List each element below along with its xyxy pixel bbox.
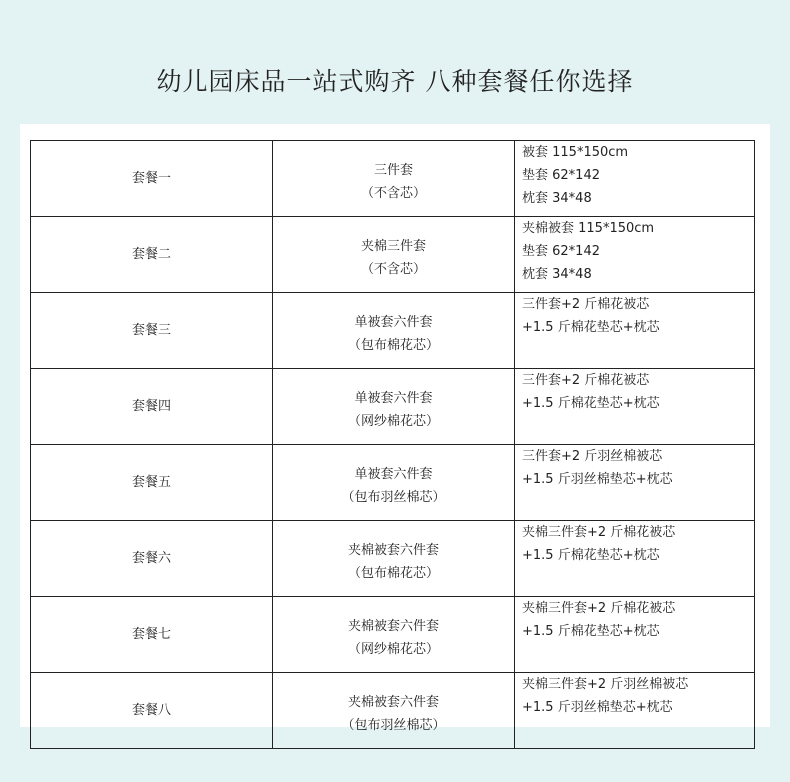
package-set-note: （包布羽丝棉芯） bbox=[341, 489, 446, 505]
package-set bbox=[273, 597, 515, 673]
package-set-title: 夹棉三件套 bbox=[360, 238, 426, 254]
package-set bbox=[273, 673, 515, 749]
package-set bbox=[273, 217, 515, 293]
package-row bbox=[31, 217, 755, 293]
package-detail-line: +1.5 斤棉花垫芯+枕芯 bbox=[522, 624, 660, 639]
package-set bbox=[273, 141, 515, 217]
package-name: 套餐五 bbox=[31, 445, 273, 521]
package-detail-line: +1.5 斤羽丝棉垫芯+枕芯 bbox=[522, 700, 673, 715]
package-set-title: 单被套六件套 bbox=[354, 314, 433, 330]
package-name: 套餐七 bbox=[31, 597, 273, 673]
package-name: 套餐六 bbox=[31, 521, 273, 597]
package-row bbox=[31, 597, 755, 673]
package-details bbox=[515, 141, 755, 217]
package-detail-line: 夹棉三件套+2 斤棉花被芯 bbox=[522, 525, 676, 540]
package-row bbox=[31, 369, 755, 445]
package-row bbox=[31, 293, 755, 369]
package-set-title: 夹棉被套六件套 bbox=[347, 694, 439, 710]
package-row bbox=[31, 141, 755, 217]
package-detail-line: 被套 115*150cm bbox=[522, 145, 629, 160]
package-set-note: （不含芯） bbox=[360, 261, 426, 277]
package-set-note: （网纱棉花芯） bbox=[347, 413, 439, 429]
package-set bbox=[273, 369, 515, 445]
package-details bbox=[515, 217, 755, 293]
package-name: 套餐四 bbox=[31, 369, 273, 445]
package-set-note: （包布羽丝棉芯） bbox=[341, 717, 446, 733]
package-set-note: （不含芯） bbox=[360, 185, 426, 201]
package-detail-line: 三件套+2 斤棉花被芯 bbox=[522, 373, 650, 388]
package-detail-line: 垫套 62*142 bbox=[522, 244, 600, 259]
package-table bbox=[30, 140, 755, 749]
package-table-body bbox=[31, 141, 755, 749]
package-detail-line: 夹棉三件套+2 斤羽丝棉被芯 bbox=[522, 677, 689, 692]
package-details bbox=[515, 445, 755, 521]
package-detail-line: +1.5 斤羽丝棉垫芯+枕芯 bbox=[522, 472, 673, 487]
package-details bbox=[515, 521, 755, 597]
package-detail-line: 枕套 34*48 bbox=[522, 267, 592, 282]
package-name: 套餐一 bbox=[31, 141, 273, 217]
package-detail-line: +1.5 斤棉花垫芯+枕芯 bbox=[522, 320, 660, 335]
package-set bbox=[273, 521, 515, 597]
package-detail-line: 夹棉被套 115*150cm bbox=[522, 221, 655, 236]
package-set-title: 单被套六件套 bbox=[354, 390, 433, 406]
package-set-title: 夹棉被套六件套 bbox=[347, 618, 439, 634]
package-set bbox=[273, 293, 515, 369]
package-set-title: 单被套六件套 bbox=[354, 466, 433, 482]
package-details bbox=[515, 597, 755, 673]
package-detail-line: 三件套+2 斤羽丝棉被芯 bbox=[522, 449, 663, 464]
package-detail-line: 三件套+2 斤棉花被芯 bbox=[522, 297, 650, 312]
package-set-note: （包布棉花芯） bbox=[347, 565, 439, 581]
package-set-title: 夹棉被套六件套 bbox=[347, 542, 439, 558]
package-row bbox=[31, 521, 755, 597]
package-set bbox=[273, 445, 515, 521]
package-detail-line: 枕套 34*48 bbox=[522, 191, 592, 206]
package-set-title: 三件套 bbox=[373, 162, 413, 178]
package-row bbox=[31, 673, 755, 749]
package-panel bbox=[20, 124, 770, 733]
package-name: 套餐三 bbox=[31, 293, 273, 369]
package-details bbox=[515, 369, 755, 445]
package-set-note: （网纱棉花芯） bbox=[347, 641, 439, 657]
package-row bbox=[31, 445, 755, 521]
package-detail-line: 夹棉三件套+2 斤棉花被芯 bbox=[522, 601, 676, 616]
package-name: 套餐二 bbox=[31, 217, 273, 293]
package-name: 套餐八 bbox=[31, 673, 273, 749]
package-set-note: （包布棉花芯） bbox=[347, 337, 439, 353]
package-detail-line: +1.5 斤棉花垫芯+枕芯 bbox=[522, 396, 660, 411]
package-details bbox=[515, 673, 755, 749]
package-detail-line: +1.5 斤棉花垫芯+枕芯 bbox=[522, 548, 660, 563]
package-details bbox=[515, 293, 755, 369]
package-detail-line: 垫套 62*142 bbox=[522, 168, 600, 183]
page-title: 幼儿园床品一站式购齐 八种套餐任你选择 bbox=[156, 67, 634, 96]
